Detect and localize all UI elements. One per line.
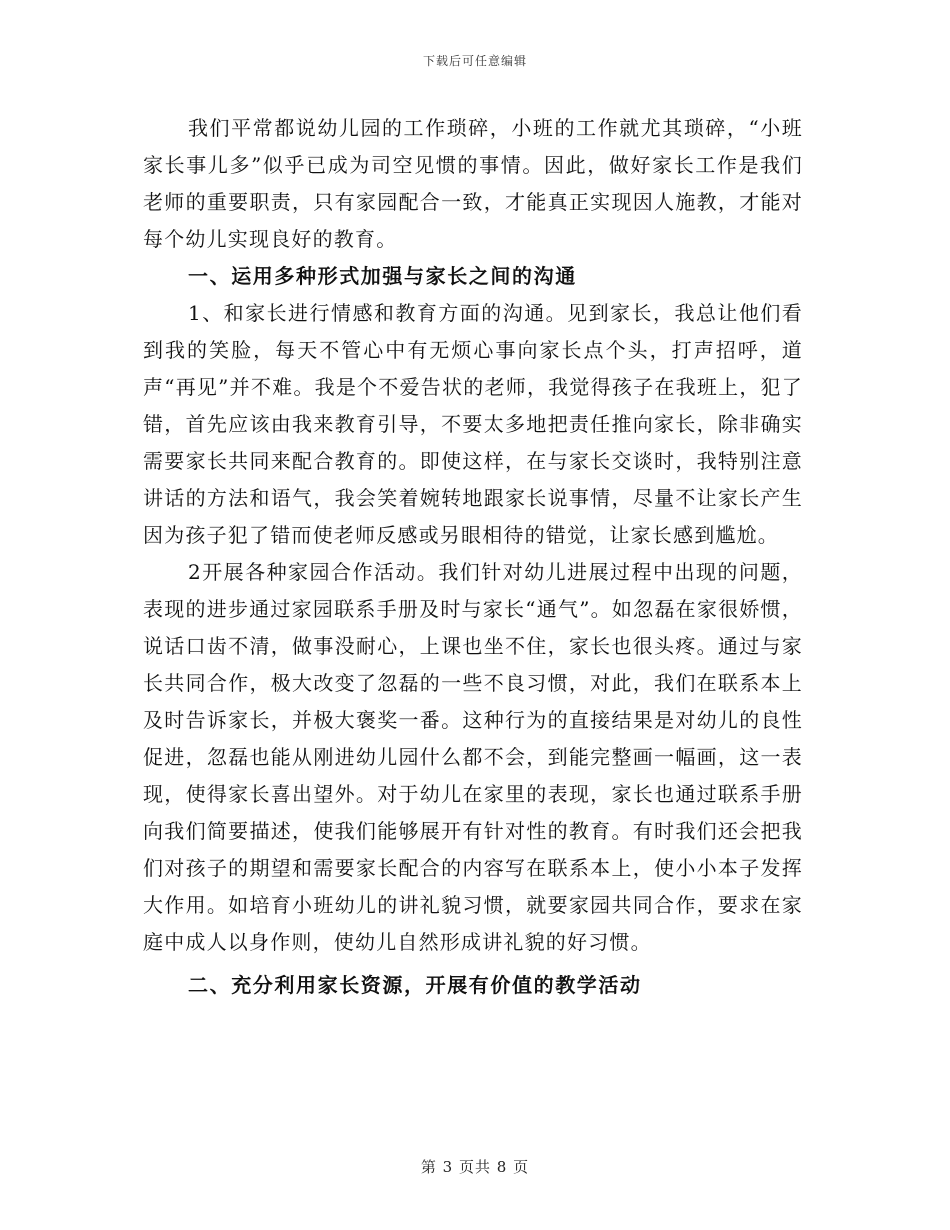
paragraph-activities: 2开展各种家园合作活动。我们针对幼儿进展过程中出现的问题，表现的进步通过家园联系手册及时与家长“通气”。如忽磊在家很娇惯，说话口齿不清，做事没耐心，上课也坐不住，家长也很头疼。通过与家长共同合作，极大改变了忽磊的一些不良习惯，对此，我们在联系本上及时告诉家长，并极大褒奖一番。这种行为的直接结果是对幼儿的良性促进，忽磊也能从刚进幼儿园什么都不会，到能完整画一幅画，这一表现，使得家长喜出望外。对于幼儿在家里的表现，家长也通过联系手册向我们简要描述，使我们能够展开有针对性的教育。有时我们还会把我们对孩子的期望和需要家长配合的内容写在联系本上，使小小本子发挥大作用。如培育小班幼儿的讲礼貌习惯，就要家园共同合作，要求在家庭中成人以身作则，使幼儿自然形成讲礼貌的好习惯。: [143, 560, 803, 954]
section-heading-1: 一、运用多种形式加强与家长之间的沟通: [188, 264, 577, 288]
section-heading-2: 二、充分利用家长资源，开展有价值的教学活动: [188, 973, 642, 997]
page-number: 第 3 页共 8 页: [420, 1158, 530, 1176]
page-header-note: 下载后可任意编辑: [422, 54, 527, 68]
document-body: [143, 110, 803, 1004]
paragraph-communication: 1、和家长进行情感和教育方面的沟通。见到家长，我总让他们看到我的笑脸，每天不管心中有无烦心事向家长点个头，打声招呼，道声“再见”并不难。我是个不爱告状的老师，我觉得孩子在我班上，犯了错，首先应该由我来教育引导，不要太多地把责任推向家长，除非确实需要家长共同来配合教育的。即使这样，在与家长交谈时，我特别注意讲话的方法和语气，我会笑着婉转地跟家长说事情，尽量不让家长产生因为孩子犯了错而使老师反感或另眼相待的错觉，让家长感到尴尬。: [143, 301, 803, 547]
intro-paragraph: 我们平常都说幼儿园的工作琐碎，小班的工作就尤其琐碎，“小班家长事儿多”似乎已成为司空见惯的事情。因此，做好家长工作是我们老师的重要职责，只有家园配合一致，才能真正实现因人施教，才能对每个幼儿实现良好的教育。: [143, 116, 803, 251]
